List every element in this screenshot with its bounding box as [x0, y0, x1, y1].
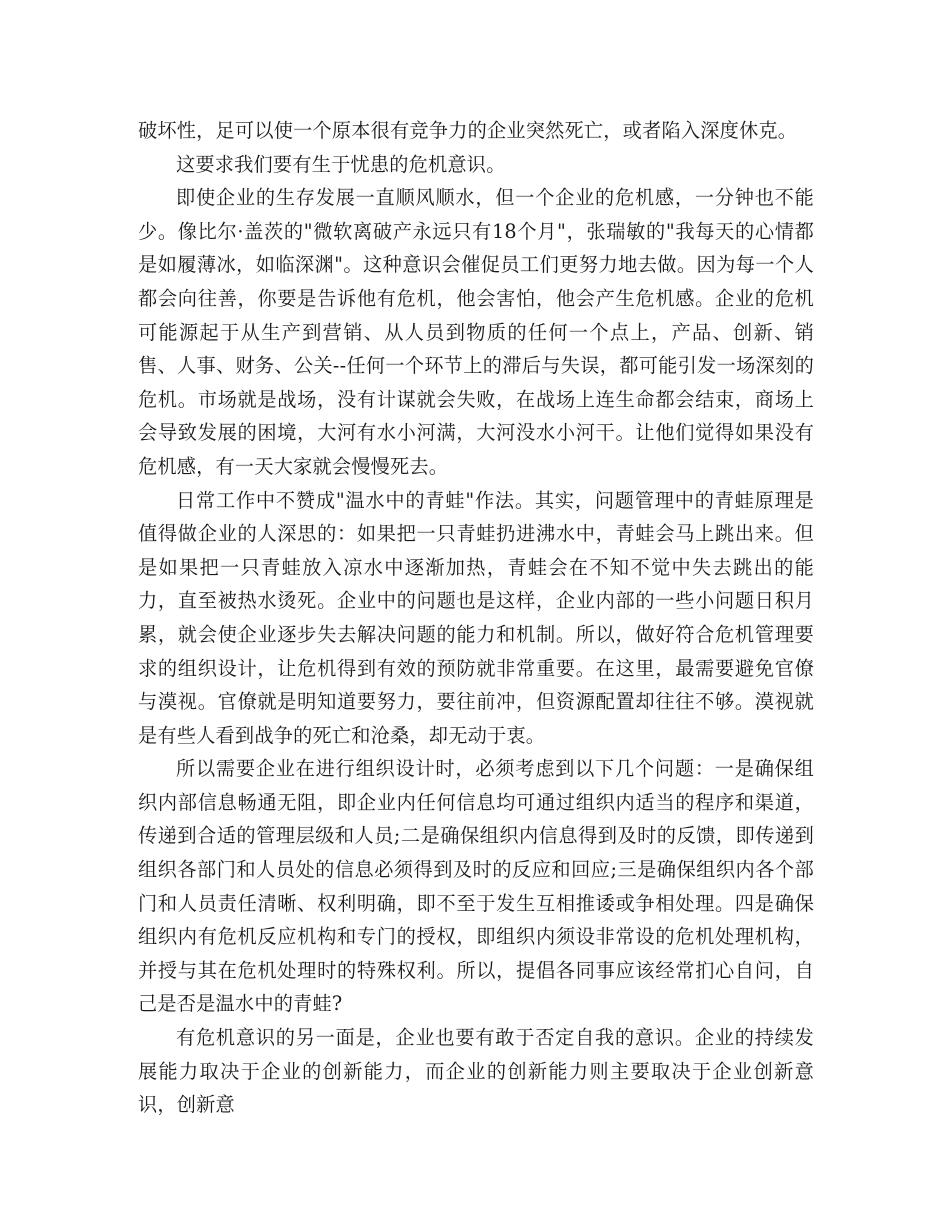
paragraph-continued: 破坏性，足可以使一个原本很有竞争力的企业突然死亡，或者陷入深度休克。: [138, 119, 798, 142]
paragraph-frog-principle: 日常工作中不赞成"温水中的青蛙"作法。其实，问题管理中的青蛙原理是值得做企业的人深思的：如果把一只青蛙扔进沸水中，青蛙会马上跳出来。但是如果把一只青蛙放入凉水中逐渐加热，青蛙会在不知不觉中失去跳出的能力，直至被热水烫死。企业中的问题也是这样，企业内部的一些小问题日积月累，就会使企业逐步失去解决问题的能力和机制。所以，做好符合危机管理要求的组织设计，让危机得到有效的预防就非常重要。在这里，最需要避免官僚与漠视。官僚就是明知道要努力，要往前冲，但资源配置却往往不够。漠视就是有些人看到战争的死亡和沧桑，却无动于衷。: [138, 488, 814, 747]
paragraph-organization-design: 所以需要企业在进行组织设计时，必须考虑到以下几个问题：一是确保组织内部信息畅通无阻，即企业内任何信息均可通过组织内适当的程序和渠道，传递到合适的管理层级和人员;二是确保组织内信息得到及时的反馈，即传递到组织各部门和人员处的信息必须得到及时的反应和回应;三是确保组织内各个部门和人员责任清晰、权利明确，即不至于发生互相推诿或争相处理。四是确保组织内有危机反应机构和专门的授权，即组织内须设非常设的危机处理机构，并授与其在危机处理时的特殊权利。所以，提倡各同事应该经常扪心自问，自己是否是温水中的青蛙?: [138, 757, 814, 1016]
paragraph-crisis-sense: 即使企业的生存发展一直顺风顺水，但一个企业的危机感，一分钟也不能少。像比尔·盖茨的"微软离破产永远只有18个月"，张瑞敏的"我每天的心情都是如履薄冰，如临深渊"。这种意识会催促员工们更努力地去做。因为每一个人都会向往善，你要是告诉他有危机，他会害怕，他会产生危机感。企业的危机可能源起于从生产到营销、从人员到物质的任何一个点上，产品、创新、销售、人事、财务、公关--任何一个环节上的滞后与失误，都可能引发一场深刻的危机。市场就是战场，没有计谋就会失败，在战场上连生命都会结束，商场上会导致发展的困境，大河有水小河满，大河没水小河干。让他们觉得如果没有危机感，有一天大家就会慢慢死去。: [138, 186, 814, 478]
document-body: [138, 114, 814, 1122]
paragraph-crisis-awareness: 这要求我们要有生于忧患的危机意识。: [176, 152, 506, 176]
paragraph-self-negation: 有危机意识的另一面是，企业也要有敢于否定自我的意识。企业的持续发展能力取决于企业的创新能力，而企业的创新能力则主要取决于企业创新意识，创新意: [138, 1026, 814, 1117]
